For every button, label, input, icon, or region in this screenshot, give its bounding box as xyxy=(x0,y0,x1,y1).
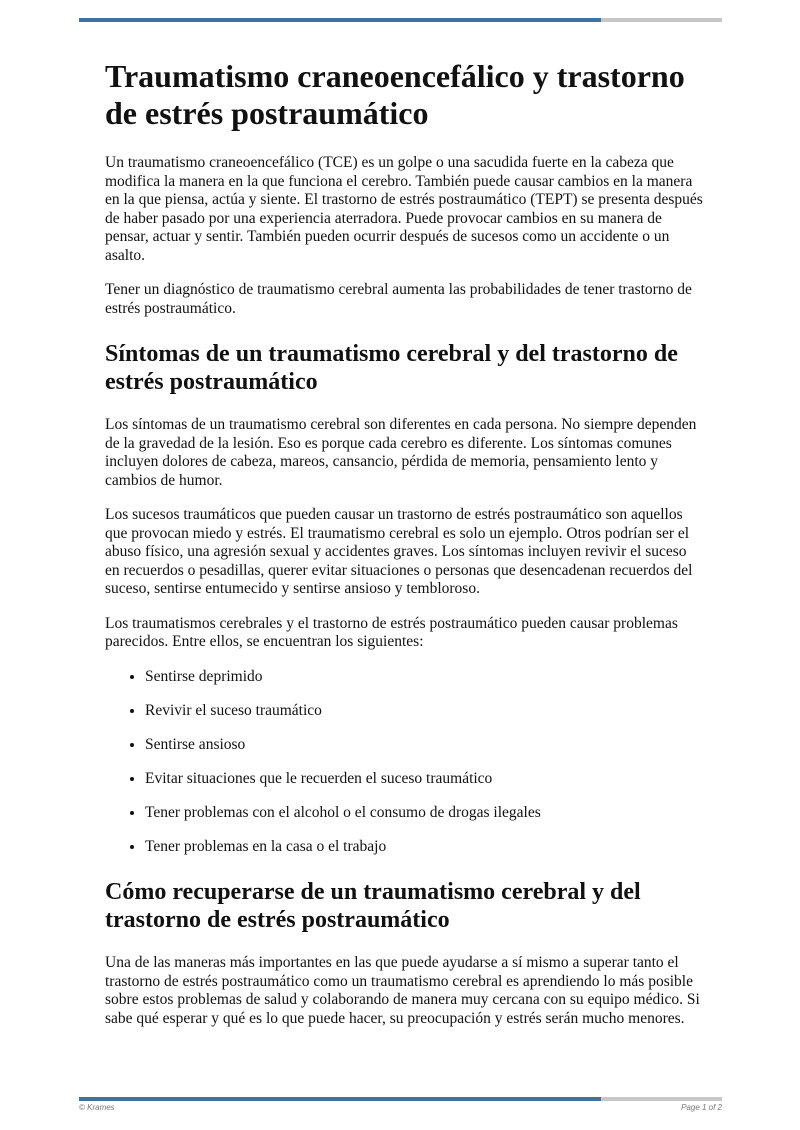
intro-paragraph-2: Tener un diagnóstico de traumatismo cerebral aumenta las probabilidades de tener trastorno de estrés postraumático. xyxy=(105,281,692,317)
list-item: • Revivir el suceso traumático xyxy=(145,702,705,721)
symptoms-paragraph-3: Los traumatismos cerebrales y el trastorno de estrés postraumático pueden causar problemas parecidos. Entre ellos, se encuentran los siguientes: xyxy=(105,614,678,650)
footer-page-number: Page 1 of 2 xyxy=(681,1103,722,1112)
section-heading-symptoms: Síntomas de un traumatismo cerebral y del trastorno de estrés postraumático xyxy=(105,341,678,395)
symptoms-paragraph-1: Los síntomas de un traumatismo cerebral son diferentes en cada persona. No siempre dependen de la gravedad de la lesión. Eso es porque cada cerebro es diferente. Los síntomas comunes incluyen dolores de cabeza, mareos, cansancio, pérdida de memoria, pensamiento lento y cambios de humor. xyxy=(105,416,697,489)
bottom-bar-blue-segment xyxy=(79,1097,601,1101)
bottom-bar-gray-segment xyxy=(601,1097,722,1101)
list-item: • Tener problemas con el alcohol o el consumo de drogas ilegales xyxy=(145,804,705,823)
problems-list xyxy=(105,668,705,857)
page-title: Traumatismo craneoencefálico y trastorno de estrés postraumático xyxy=(105,58,685,131)
list-item: • Tener problemas en la casa o el trabajo xyxy=(145,838,705,857)
intro-paragraph-1: Un traumatismo craneoencefálico (TCE) es un golpe o una sacudida fuerte en la cabeza que modifica la manera en la que funciona el cerebro. También puede causar cambios en la manera en la que piensa, actúa y siente. El trastorno de estrés postraumático (TEPT) se presenta después de haber pasado por una experiencia aterradora. Puede provocar cambios en su manera de pensar, actuar y sentir. También pueden ocurrir después de sucesos como un accidente o un asalto. xyxy=(105,154,703,264)
list-item: • Sentirse deprimido xyxy=(145,668,705,687)
symptoms-paragraph-2: Los sucesos traumáticos que pueden causar un trastorno de estrés postraumático son aquellos que provocan miedo y estrés. El traumatismo cerebral es solo un ejemplo. Otros podrían ser el abuso físico, una agresión sexual y accidentes graves. Los síntomas incluyen revivir el suceso en recuerdos o pesadillas, querer evitar situaciones o personas que desencadenan recuerdos del suceso, sentirse entumecido y sentirse ansioso y tembloroso. xyxy=(105,506,693,597)
document-body xyxy=(105,58,705,1044)
footer-copyright: © Krames xyxy=(79,1103,115,1112)
recovery-paragraph-1: Una de las maneras más importantes en las que puede ayudarse a sí mismo a superar tanto el trastorno de estrés postraumático como un traumatismo cerebral es aprendiendo lo más posible sobre estos problemas de salud y colaborando de manera muy cercana con su equipo médico. Si sabe qué esperar y qué es lo que puede hacer, su preocupación y estrés serán mucho menores. xyxy=(105,954,700,1027)
top-accent-bar xyxy=(79,18,722,22)
bottom-accent-bar xyxy=(79,1097,722,1101)
top-bar-blue-segment xyxy=(79,18,601,22)
list-item: • Evitar situaciones que le recuerden el suceso traumático xyxy=(145,770,705,789)
top-bar-gray-segment xyxy=(601,18,722,22)
list-item: • Sentirse ansioso xyxy=(145,736,705,755)
section-heading-recovery: Cómo recuperarse de un traumatismo cerebral y del trastorno de estrés postraumático xyxy=(105,879,641,934)
